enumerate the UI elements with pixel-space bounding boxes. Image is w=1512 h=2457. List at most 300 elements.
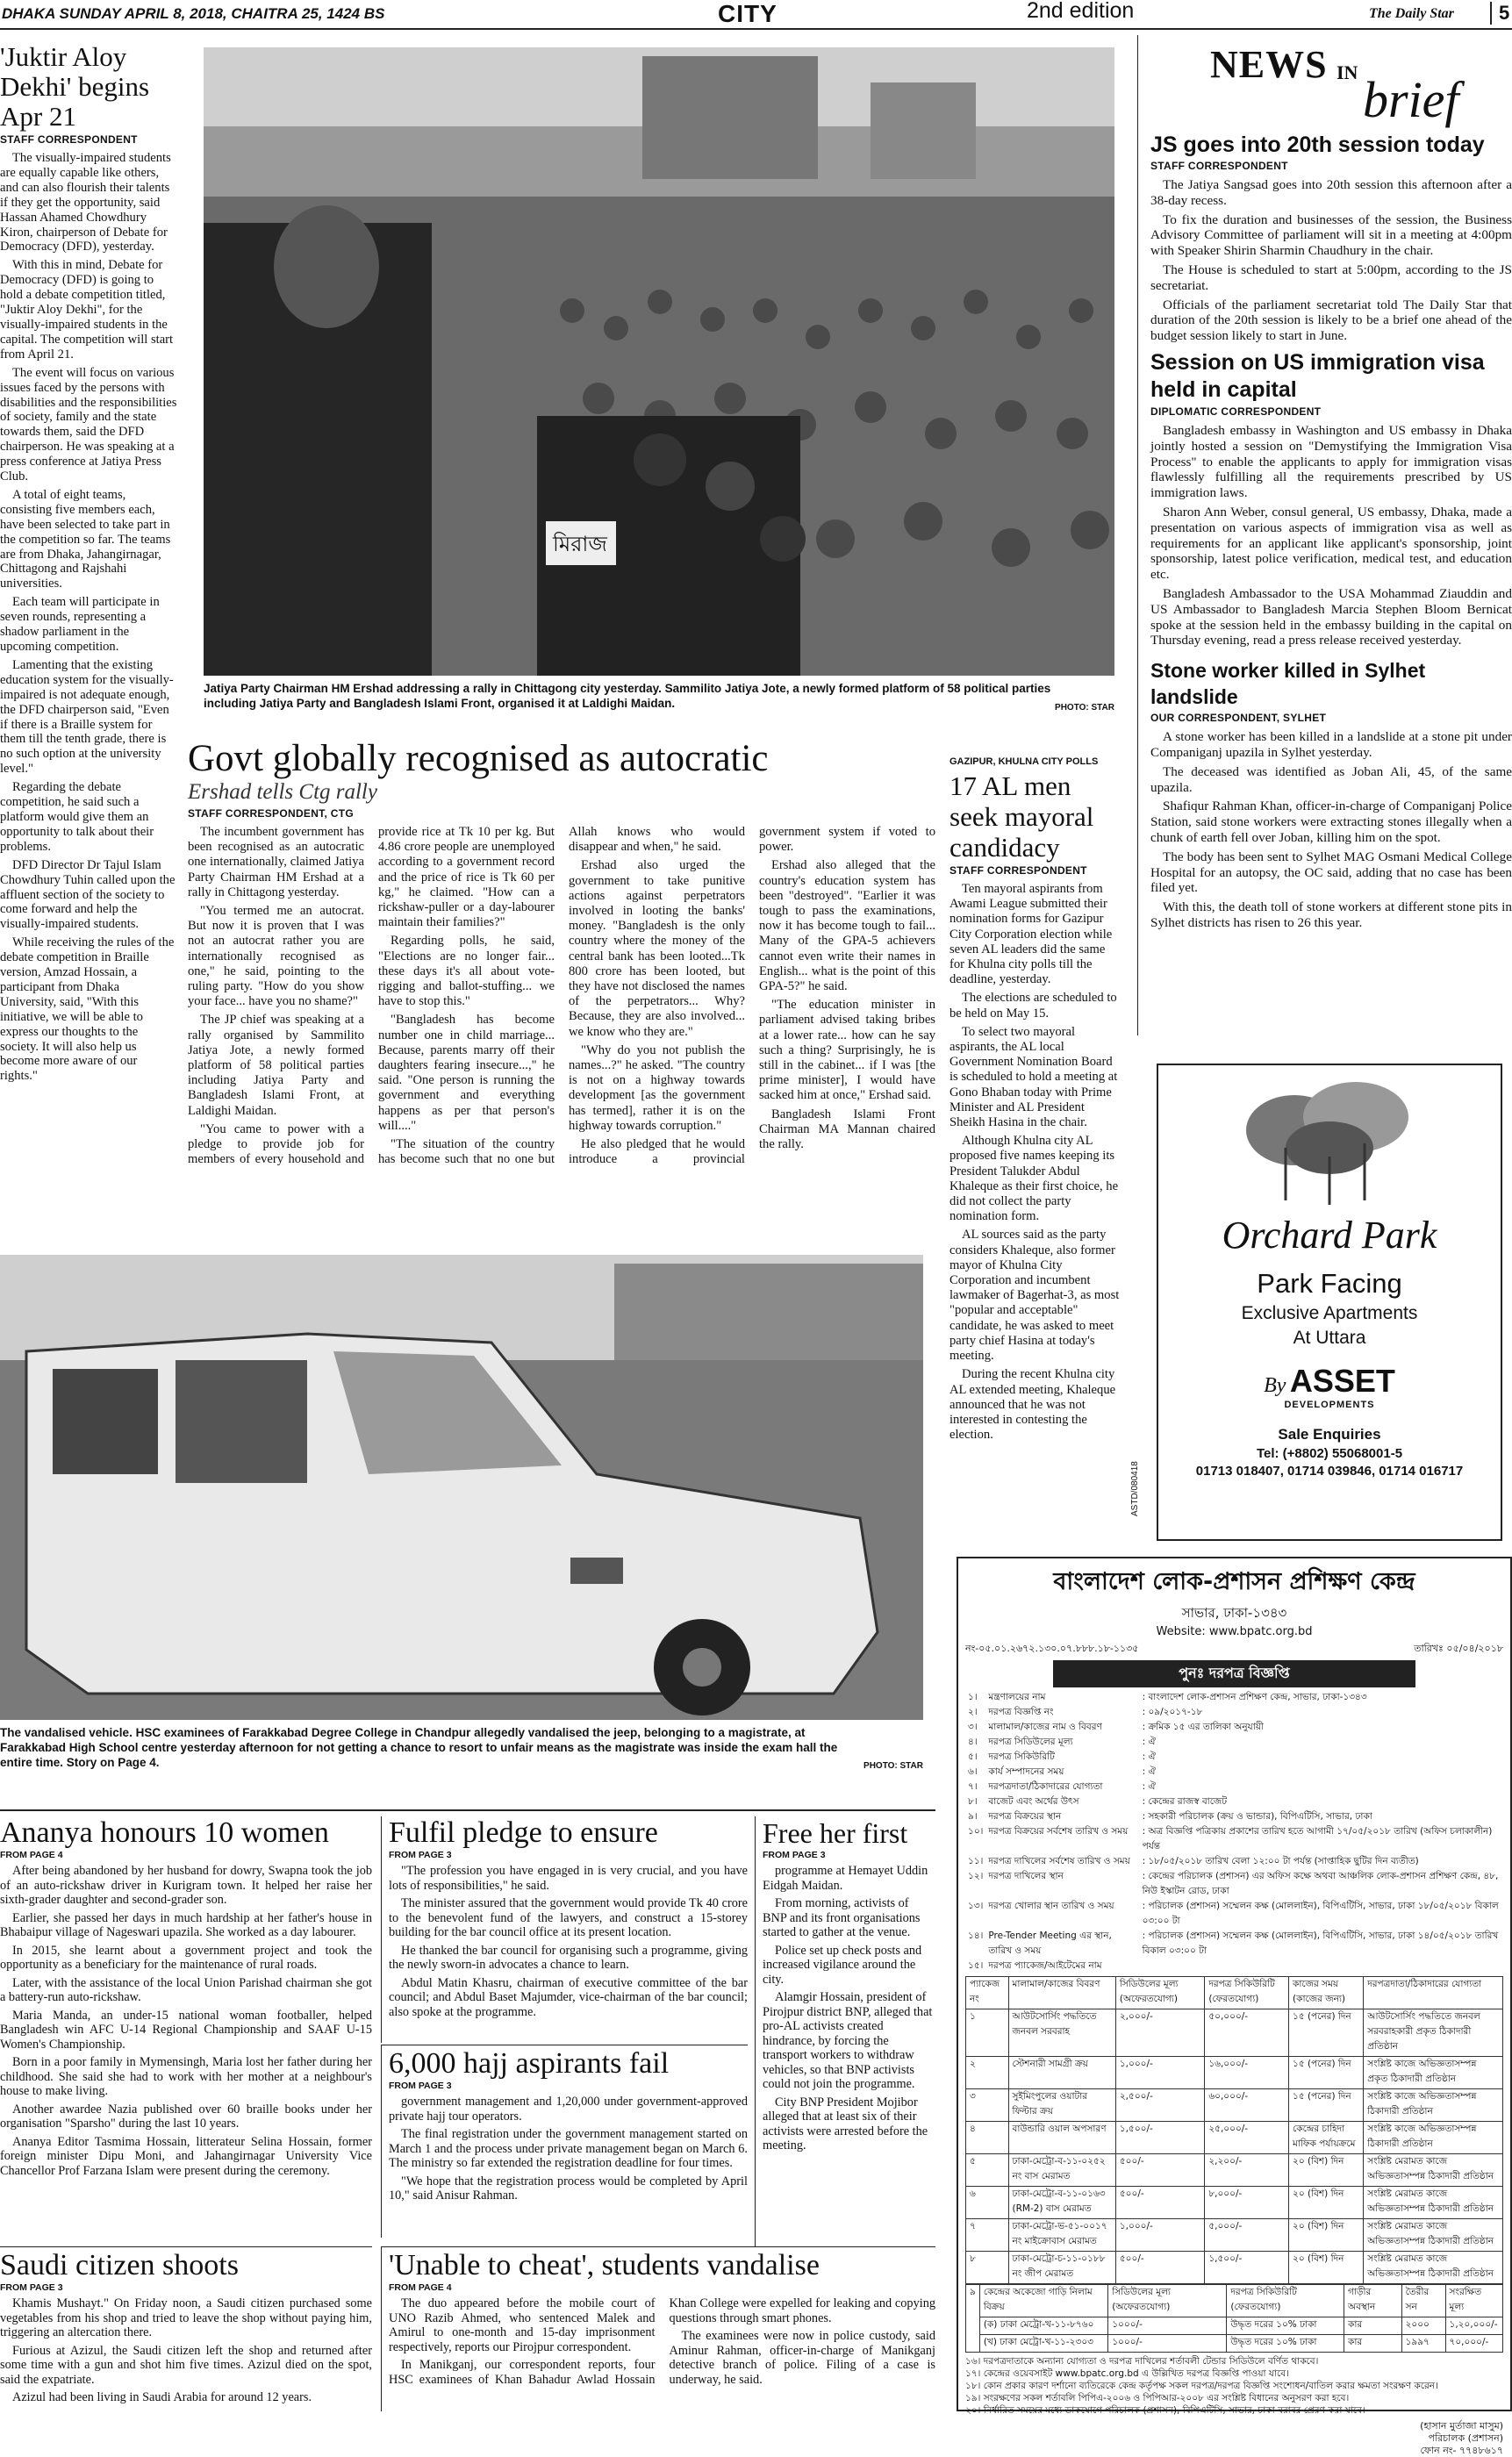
- table-cell: সুইমিংপুলের ওয়াটার ফিল্টার ক্রয়: [1008, 2089, 1115, 2122]
- table-cell: (ক) ঢাকা মেট্রো-খ-১১-৮৭৬০: [979, 2317, 1107, 2335]
- paragraph: To select two mayoral aspirants, the AL local Government Nomination Board is scheduled to hold a meeting at Gono Bhaban today with Prime Minister and AL President Sheikh Hasina in the chair.: [949, 1024, 1118, 1130]
- table-cell: ১৫ (পনের) দিন: [1289, 2009, 1364, 2057]
- table-cell: দরপত্র বিজ্ঞপ্তি নং: [988, 1707, 1054, 1717]
- table-cell: কেন্দ্রের চাহিদা মাফিক পর্যায়ক্রমে: [1289, 2122, 1364, 2154]
- table-cell: ৫: [966, 2154, 1009, 2187]
- paragraph: The visually-impaired students are equally capable like others, and can also flourish their talents if they get the opportunity, said Hassan Ahamed Chowdhury Kiron, chairperson of Debate for Democracy (DFD), yesterday.: [0, 151, 171, 254]
- paragraph: Lamenting that the existing education system for the visually-impaired is not adequate enough, the DFD chairperson said, "Even if there is a Braille system for them till the tenth grade, there is no such option at the university level.": [0, 657, 174, 777]
- table-cell: ৫০,০০০/-: [1205, 2009, 1289, 2057]
- signatory-name: (হাসান মুর্তাজা মাসুম): [1420, 2420, 1503, 2432]
- table-cell: : ঐ: [1142, 1766, 1156, 1777]
- tender-note: ১৯। সংরক্ষণের সকল শর্তাবলি পিপিএ-২০০৬ ও পিপিআর-২০০৮ এর সংশ্লিষ্ট বিধানের অনুসরণ করা হবে।: [965, 2393, 1350, 2403]
- hajj-headline: 6,000 hajj aspirants fail: [389, 2047, 670, 2080]
- paragraph: The event will focus on various issues faced by the persons with disabilities and the responsibilities of society, family and the state towards them, said the DFD chairperson. He was speaking at a press conference at Jatiya Press Club.: [0, 365, 177, 484]
- table-cell: সংশ্লিষ্ট মেরামত কাজে অভিজ্ঞতাসম্পন্ন ঠিকাদারী প্রতিষ্ঠান: [1364, 2252, 1503, 2284]
- paragraph: "You termed me an autocrat. But now it is proven that I was not an autocrat rather you are internationally recognised as one," he said, pointing to the ruling party. "How do you show your face... have you no shame?": [188, 904, 364, 1009]
- paragraph: "Why do you not publish the names...?" he asked. "The country is not on a highway towards development [as the government has termed], rather it is on the highway towards corruption.": [569, 1042, 745, 1133]
- table-cell: ২০০০: [1401, 2317, 1445, 2335]
- mic-sign-text: মিরাজ: [553, 532, 607, 556]
- paragraph: Bangladesh Islami Front Chairman MA Mannan chaired the rally.: [759, 1107, 935, 1152]
- table-cell: ১৫ (পনের) দিন: [1289, 2089, 1364, 2122]
- table-cell: [1140, 1959, 1503, 1974]
- paragraph: He also pledged that he would introduce a provincial government system if voted to power.: [569, 825, 935, 1167]
- tender-notes: [965, 2355, 1503, 2417]
- juktir-headline: 'Juktir Aloy Dekhi' begins Apr 21: [0, 41, 150, 132]
- ad-tel: Tel: (+8802) 55068001-5: [1256, 1446, 1403, 1461]
- table-cell: দরপত্র প্যাকেজ/আইটেমের নাম: [988, 1960, 1102, 1971]
- table-cell: : কেন্দ্রের পরিচালক (প্রশাসন) এর অফিস কক্ষে অথবা আঞ্চলিক লোক-প্রশাসন প্রশিক্ষণ কেন্দ্র, ৪৮, নিউ ইস্কাটন রোড, ঢাকা: [1142, 1871, 1499, 1896]
- cheat-body: [389, 2296, 935, 2410]
- paragraph: "The profession you have engaged in is very crucial, and you have lots of responsibilities," he said.: [389, 1864, 748, 1893]
- table-cell: ২।: [968, 1707, 978, 1717]
- table-row: [966, 2187, 1503, 2219]
- table-cell: ৭০,০০০/-: [1445, 2335, 1502, 2353]
- paragraph: Bangladesh Ambassador to the USA Mohammad Ziauddin and US Ambassador to Bangladesh Marcia Stephen Bloom Bernicat spoke at the session held in the embassy building in the capital on Thursday evening, read a press release received yesterday.: [1150, 585, 1512, 648]
- paragraph: Later, with the assistance of the local Union Parishad chairman she got a battery-run auto-rickshaw.: [0, 1975, 372, 2004]
- column-header: দরপত্রদাতা/ঠিকাদারের যোগ্যতা: [1364, 1977, 1503, 2009]
- ananya-body: [0, 1864, 372, 2178]
- table-header-row: [966, 1977, 1503, 2009]
- table-row: [966, 2335, 1503, 2353]
- table-cell: ৬।: [968, 1766, 978, 1777]
- table-row: [965, 1766, 1503, 1780]
- ad-line2: Exclusive Apartments: [1241, 1303, 1418, 1323]
- table-cell: সংশ্লিষ্ট মেরামত কাজে অভিজ্ঞতাসম্পন্ন ঠিকাদারী প্রতিষ্ঠান: [1364, 2187, 1503, 2219]
- rally-photo-illustration: [204, 47, 1114, 676]
- fulfil-from: FROM PAGE 3: [389, 1850, 452, 1860]
- fulfil-body: [389, 1864, 748, 2019]
- paragraph: Each team will participate in seven rounds, representing a shadow parliament in the upcoming competition.: [0, 595, 160, 654]
- brief-byline: STAFF CORRESPONDENT: [1150, 160, 1288, 172]
- table-row: [965, 1721, 1503, 1736]
- table-cell: উদ্ধৃত দরের ১০% ঢাকা: [1227, 2317, 1344, 2335]
- ananya-article: [0, 1816, 372, 2246]
- table-cell: দরপত্র দাখিলের সর্বশেষ তারিখ ও সময়: [988, 1856, 1130, 1866]
- hajj-body: [389, 2095, 748, 2203]
- table-cell: ১৪।: [968, 1930, 984, 1941]
- table-cell: উদ্ধৃত দরের ১০% ঢাকা: [1227, 2335, 1344, 2353]
- table-row: [966, 2122, 1503, 2154]
- table-cell: ২০ (বিশ) দিন: [1289, 2154, 1364, 2187]
- table-cell: দরপত্র খোলার স্থান তারিখ ও সময়: [988, 1901, 1114, 1911]
- ad-enquiry: Sale Enquiries: [1278, 1426, 1381, 1443]
- ananya-headline: Ananya honours 10 women: [0, 1816, 329, 1849]
- dateline: DHAKA SUNDAY APRIL 8, 2018, CHAITRA 25, 1424 BS: [2, 5, 385, 22]
- ershad-body: [188, 825, 935, 1236]
- paragraph: Abdul Matin Khasru, chairman of executive committee of the bar council; and Abdul Baset Majumder, vice-chairman of the bar council; also spoke at the programme.: [389, 1975, 748, 2019]
- paragraph: Earlier, she passed her days in much hardship at her father's house in Bhabaipur village of Nageswari upazila. She worked as a day labourer.: [0, 1910, 372, 1939]
- table-cell: ৮: [966, 2252, 1009, 2284]
- table-cell: ৭: [966, 2219, 1009, 2252]
- table-row: [966, 2252, 1503, 2284]
- paragraph: "The situation of the country has become such that no one but Allah knows who would disappear and when," he said.: [378, 825, 745, 1167]
- table-row: [965, 1706, 1503, 1721]
- table-cell: কার্য সম্পাদনের সময়: [988, 1766, 1064, 1777]
- paragraph: With this, the death toll of stone workers at different stone pits in Sylhet districts has risen to 26 this year.: [1150, 899, 1512, 930]
- page-number: 5: [1490, 2, 1509, 25]
- column-header: প্যাকেজ নং: [966, 1977, 1009, 2009]
- paragraph: The minister assured that the government would provide Tk 40 crore to the benevolent fund of the lawyers, and construct a 15-storey building for the bar council office at its present location.: [389, 1896, 748, 1939]
- table-cell: ১৫ (পনের) দিন: [1289, 2057, 1364, 2089]
- table-row: [965, 1959, 1503, 1974]
- table-cell: ২,০০০/-: [1115, 2009, 1204, 2057]
- table-cell: : পরিচালক (প্রশাসন) সম্মেলন কক্ষ (মোললাইন), বিপিএটিসি, সাভার, ঢাকা ১৪/০৫/২০১৮ তারিখ বিকাল ০৩:০০ টা: [1142, 1930, 1499, 1956]
- juktir-article: [0, 42, 177, 1234]
- table-cell: দরপত্রদাতা/ঠিকাদারের যোগ্যতা: [988, 1781, 1103, 1792]
- table-cell: : কেন্দ্রের রাজস্ব বাজেট: [1142, 1796, 1228, 1807]
- tender-auction-table: [965, 2284, 1503, 2353]
- table-row: [965, 1825, 1503, 1855]
- table-row: [966, 2154, 1503, 2187]
- tender-note: ২০। নির্ধারিত সময়ের মধ্যে ডাকযোগে পরিচালক (প্রশাসন), বিপিএটিসি, সাভার, ঢাকা বরাবর প্রেরণ করা যাবে।: [965, 2405, 1365, 2416]
- table-cell: ২: [966, 2057, 1009, 2089]
- edition-label: 2nd edition: [1027, 0, 1135, 23]
- table-cell: বাজেট এবং অর্থের উৎস: [988, 1796, 1079, 1807]
- paragraph: While receiving the rules of the debate competition in Braille version, Amzad Hossain, a participant from Dhaka University, said, "With this initiative, we will be able to express our thoughts to the society. It will also help us become more aware of our rights.": [0, 935, 175, 1084]
- table-cell: (খ) ঢাকা মেট্রো-খ-১১-২৩০৩: [979, 2335, 1107, 2353]
- paragraph: The Jatiya Sangsad goes into 20th session this afternoon after a 38-day recess.: [1150, 177, 1512, 208]
- table-cell: : ০৯/২০১৭-১৮: [1142, 1707, 1203, 1717]
- table-cell: : ঐ: [1142, 1781, 1156, 1792]
- tender-note: ১৬। দরপত্রদাতাকে অন্যান্য যোগ্যতা ও দরপত্র দাখিলের শর্তাবলী টেন্ডার সিডিউলে বর্ণিত থাকবে।: [965, 2356, 1319, 2367]
- paragraph: DFD Director Dr Tajul Islam Chowdhury Tuhin called upon the affluent section of the society to come forward and help the visually-impaired students.: [0, 857, 176, 932]
- ad-developer-name: ASSET: [1289, 1363, 1395, 1399]
- paragraph: Bangladesh embassy in Washington and US embassy in Dhaka jointly hosted a session on "Demystifying the Immigration Visa Process" to enable the applicants to apply for immigration visas flawlessly fulfilling all the requirements prescribed by US immigration laws.: [1150, 422, 1512, 501]
- ershad-subhead: Ershad tells Ctg rally: [188, 780, 377, 804]
- paragraph: The deceased was identified as Joban Ali, 45, of the same upazila.: [1150, 763, 1512, 795]
- table-row: [965, 1855, 1503, 1870]
- table-row: [965, 1795, 1503, 1810]
- paragraph: programme at Hemayet Uddin Eidgah Maidan.: [763, 1864, 928, 1893]
- paragraph: Sharon Ann Weber, consul general, US embassy, Dhaka, made a presentation on various aspects of immigration visa as well as requirements for an applicant like applicant's sponsorship, joint sponsorship, latest police verification, medical test, and education etc.: [1150, 504, 1512, 583]
- hajj-article: [381, 2045, 748, 2238]
- paragraph: During the recent Khulna city AL extended meeting, Khaleque announced that he was not interested in contesting the election.: [949, 1367, 1116, 1443]
- orchard-park-ad: [1157, 1064, 1502, 1541]
- paragraph: AL sources said as the party considers Khaleque, also former mayor of Khulna City Corporation and incumbent lawmaker of Bagerhat-3, as most "popular and acceptable" candidate, he was asked to meet party chief Hasina at today's meeting.: [949, 1228, 1120, 1364]
- table-cell: ১১।: [968, 1856, 984, 1866]
- ershad-photo-caption: [204, 681, 1114, 716]
- table-cell: ৩: [966, 2089, 1009, 2122]
- ershad-headline: Govt globally recognised as autocratic: [188, 738, 769, 779]
- table-cell: ৩।: [968, 1722, 978, 1732]
- table-cell: বাউন্ডারি ওয়াল অপসারণ: [1008, 2122, 1115, 2154]
- brief-item: [1150, 132, 1512, 344]
- news-in-brief: [1137, 35, 1512, 1035]
- brief-headline: JS goes into 20th session today: [1150, 133, 1485, 157]
- table-cell: ২০ (বিশ) দিন: [1289, 2187, 1364, 2219]
- mayoral-byline: STAFF CORRESPONDENT: [949, 864, 1087, 877]
- mayoral-body: [949, 882, 1121, 1443]
- paragraph: "You came to power with a pledge to provide job for members of every household and provide rice at Tk 10 per kg. But 4.86 crore people are unemployed according to a government record and the price of rice is Tk 60 per kg," he claimed. "How can a rickshaw-puller or a day-labourer maintain their families?": [188, 825, 555, 1167]
- table-cell: গাড়ীর অবস্থান: [1344, 2285, 1402, 2317]
- column-header: সিডিউলের মূল্য (অফেরতযোগ্য): [1115, 1977, 1204, 2009]
- paragraph: Another awardee Nazia published over 60 braille books under her organisation "Sparsho" during the last 10 years.: [0, 2102, 372, 2131]
- cheat-headline: 'Unable to cheat', students vandalise: [389, 2249, 820, 2282]
- brief-byline: DIPLOMATIC CORRESPONDENT: [1150, 405, 1322, 418]
- table-cell: : বাংলাদেশ লোক-প্রশাসন প্রশিক্ষণ কেন্দ্র, সাভার, ঢাকা-১৩৪৩: [1142, 1692, 1367, 1702]
- table-cell: দরপত্র বিক্রয়ের সর্বশেষ তারিখ ও সময়: [988, 1826, 1129, 1837]
- tender-date: তারিখঃ ০৫/০৪/২০১৮: [1414, 1643, 1503, 1654]
- table-cell: ১,৫০০/-: [1115, 2122, 1204, 2154]
- jeep-photo-caption: [0, 1725, 923, 1788]
- table-cell: মন্ত্রণালয়ের নাম: [988, 1692, 1046, 1702]
- paragraph: Officials of the parliament secretariat told The Daily Star that duration of the 20th session is likely to be a brief one ahead of the budget session likely to start in June.: [1150, 297, 1512, 344]
- table-row: [965, 1751, 1503, 1766]
- table-cell: দরপত্র সিকিউরিটি: [988, 1751, 1055, 1762]
- paragraph: The JP chief was speaking at a rally organised by Sammilito Jatiya Jote, a newly formed platform of 58 political parties including Jatiya Party and Bangladesh Islami Front, at Laldighi Maidan.: [188, 1013, 364, 1118]
- fulfil-article: [381, 1816, 748, 2043]
- brief-title-brief: brief: [1363, 71, 1459, 128]
- saudi-body: [0, 2296, 372, 2405]
- ad-mobiles: 01713 018407, 01714 039846, 01714 016717: [1195, 1464, 1464, 1479]
- column-header: কাজের সময় (কাজের জন্য): [1289, 1977, 1364, 2009]
- table-cell: : অত্র বিজ্ঞপ্তি পত্রিকায় প্রকাশের তারিখ হতে আগামী ১৭/০৫/২০১৮ তারিখ (অফিস চলাকালীন) পর্যন্ত: [1142, 1826, 1493, 1852]
- table-cell: দরপত্র দাখিলের স্থান: [988, 1871, 1064, 1881]
- table-cell: দরপত্র বিক্রয়ের স্থান: [988, 1811, 1062, 1822]
- table-cell: ঢাকা-মেট্রো-চ-১১-০১৮৮ নং জীপ মেরামত: [1008, 2252, 1115, 2284]
- table-cell: ২৫,০০০/-: [1205, 2122, 1289, 2154]
- ad-developer: [1158, 1363, 1501, 1410]
- table-cell: : সহকারী পরিচালক (ক্রয় ও ভান্ডার), বিপিএটিসি, সাভার, ঢাকা: [1142, 1811, 1372, 1822]
- table-cell: ১০০০/-: [1108, 2317, 1227, 2335]
- table-cell: কেন্দ্রের অকেজো গাড়ি নিলাম বিক্রয়: [979, 2285, 1107, 2317]
- table-cell: ৫০০/-: [1115, 2187, 1204, 2219]
- paragraph: Born in a poor family in Mymensingh, Maria lost her father during her childhood. She said she had to work with her mother at a neighbour's house to make living.: [0, 2055, 372, 2098]
- table-cell: ২০ (বিশ) দিন: [1289, 2252, 1364, 2284]
- paragraph: The body has been sent to Sylhet MAG Osmani Medical College Hospital for an autopsy, the OC said, adding that no case has been filed yet.: [1150, 849, 1512, 896]
- paragraph: Regarding the debate competition, he said such a platform would give them an opportunity to talk about their problems.: [0, 780, 154, 854]
- table-cell: ঢাকা-মেট্রো-ব-১১-০২৫২ নং বাস মেরামত: [1008, 2154, 1115, 2187]
- saudi-article: [0, 2246, 372, 2411]
- paragraph: Although Khulna city AL proposed five names keeping its President Talukder Abdul Khaleque as their first choice, he did not collect the party nomination form.: [949, 1134, 1119, 1224]
- paragraph: City BNP President Mojibor alleged that at least six of their activists were arrested before the meeting.: [763, 2095, 928, 2153]
- table-row: [966, 2009, 1503, 2057]
- jeep-illustration: [0, 1255, 923, 1720]
- news-brief-title: [1150, 35, 1512, 132]
- table-cell: ৪: [966, 2122, 1009, 2154]
- paragraph: From morning, activists of BNP and its front organisations started to gather at the venue.: [763, 1896, 921, 1939]
- brief-body: [1150, 423, 1512, 648]
- table-cell: সংরক্ষিত মূল্য: [1445, 2285, 1502, 2317]
- brief-body: [1150, 729, 1512, 931]
- tender-memo: নং-০৫.০১.২৬৭২.১৩০.০৭.৮৮৮.১৮-১১৩৫: [965, 1643, 1139, 1654]
- paragraph: government management and 1,20,000 under government-approved private hajj tour operators.: [389, 2095, 748, 2124]
- paragraph: The duo appeared before the mobile court of UNO Razib Ahmed, who sentenced Malek and Amirul to one-month and 15-day imprisonment respectively, reports our Pirojpur correspondent.: [389, 2296, 656, 2354]
- ananya-from: FROM PAGE 4: [0, 1850, 63, 1860]
- table-cell: ১,০০০/-: [1115, 2057, 1204, 2089]
- table-row: [966, 2219, 1503, 2252]
- table-cell: স্টেশনারী সামগ্রী ক্রয়: [1008, 2057, 1115, 2089]
- ershad-byline: STAFF CORRESPONDENT, CTG: [188, 807, 354, 820]
- brief-headline: Session on US immigration visa held in capital: [1150, 349, 1485, 402]
- paragraph: With this in mind, Debate for Democracy (DFD) is going to hold a debate competition titled, "Juktir Aloy Dekhi", for the visually-impaired students in the capital. The competition will start from April 21.: [0, 258, 174, 362]
- paragraph: The examinees were now in police custody, said Aminur Rahman, officer-in-charge of Manikganj detective branch of police. Filing of a case is underway, he said.: [669, 2329, 935, 2387]
- tender-items-table: [965, 1976, 1503, 2284]
- paragraph: Ershad also urged the government to take punitive actions against perpetrators involved in looting the banks' money. "Bangladesh is the only country where the money of the central bank has been looted...Tk 800 crore has been looted, but they have not disclosed the names of the perpetrators... Why? Because, they are also involved... we know who they are.": [569, 858, 745, 1039]
- table-cell: ঢাকা-মেট্রো-ব-১১-০১৬৩ (RM-2) বাস মেরামত: [1008, 2187, 1115, 2219]
- paper-name: The Daily Star: [1369, 6, 1454, 21]
- table-cell: ৭।: [968, 1781, 978, 1792]
- brief-title-in: IN: [1336, 61, 1358, 83]
- paragraph: Furious at Azizul, the Saudi citizen left the shop and returned after some time with a gun and shot him five times. Azizul died on the spot, said the expatriate.: [0, 2343, 372, 2387]
- brief-body: [1150, 177, 1512, 344]
- table-row: [966, 2317, 1503, 2335]
- free-article: [755, 1816, 935, 2246]
- table-cell: ঢাকা-মেট্রো-ভ-৫১-০০১৭ নং মাইক্রোবাস মেরামত: [1008, 2219, 1115, 2252]
- paragraph: Regarding polls, he said, "Elections are no longer fair... these days it's all about vote-rigging and ballot-stuffing... we have to stop this.": [378, 934, 555, 1009]
- table-cell: ১,০০০/-: [1115, 2219, 1204, 2252]
- tender-org: বাংলাদেশ লোক-প্রশাসন প্রশিক্ষণ কেন্দ্র: [1053, 1568, 1415, 1595]
- tender-note: ১৭। কেন্দ্রের ওয়েবসাইট www.bpatc.org.bd এ উল্লিখিত দরপত্র বিজ্ঞপ্তি পাওয়া যাবে।: [965, 2368, 1289, 2379]
- paragraph: Ten mayoral aspirants from Awami League submitted their nomination forms for Gazipur City Corporation election while seven AL leaders did the same for Khulna city polls till the deadline, yesterday.: [949, 882, 1113, 987]
- table-cell: ৮।: [968, 1796, 978, 1807]
- cheat-article: [381, 2246, 935, 2411]
- signatory-title: পরিচালক (প্রশাসন): [1428, 2432, 1503, 2444]
- free-headline: Free her first: [763, 1817, 908, 1849]
- brief-title-news: NEWS: [1210, 43, 1328, 86]
- tender-notice: [957, 1557, 1512, 2456]
- paragraph: "The education minister in parliament advised taking bribes at a lower rate... how can he say such a thing? Surprisingly, he is still in the cabinet... if I was [the prime minister], I would have sacked him at once," Ershad said.: [759, 998, 935, 1103]
- table-cell: তৈরীর সন: [1401, 2285, 1445, 2317]
- tender-memo-row: [965, 1641, 1503, 1658]
- table-cell: : ক্রমিক ১৫ এর তালিকা অনুযায়ী: [1142, 1722, 1264, 1732]
- tender-website: Website: www.bpatc.org.bd: [1156, 1625, 1313, 1638]
- paragraph: "We hope that the registration process would be completed by April 10," said Anisur Rahman.: [389, 2174, 748, 2203]
- table-cell: ১৫।: [968, 1960, 984, 1971]
- ad-code: ASTD/080418: [1130, 1461, 1140, 1516]
- table-cell: দরপত্র সিকিউরিটি (ফেরতযোগ্য): [1227, 2285, 1344, 2317]
- table-cell: ১০।: [968, 1826, 984, 1837]
- brief-headline: Stone worker killed in Sylhet landslide: [1150, 659, 1426, 709]
- paragraph: The final registration under the government management started on March 1 and the process under private management began on March 6. The ministry so far extended the registration deadline for four times.: [389, 2127, 748, 2170]
- mayoral-headline: 17 AL men seek mayoral candidacy: [949, 770, 1094, 863]
- table-cell: সংশ্লিষ্ট মেরামত কাজে অভিজ্ঞতাসম্পন্ন ঠিকাদারী প্রতিষ্ঠান: [1364, 2154, 1503, 2187]
- table-row: [966, 2057, 1503, 2089]
- table-cell: ৬০,০০০/-: [1205, 2089, 1289, 2122]
- table-cell: ৫,০০০/-: [1205, 2219, 1289, 2252]
- table-cell: ৪।: [968, 1737, 978, 1747]
- table-cell: আউটসোর্সিং পদ্ধতিতে জনবল সরবরাহকারী প্রকৃত ঠিকাদারী প্রতিষ্ঠান: [1364, 2009, 1503, 2057]
- tender-signature: [965, 2420, 1503, 2457]
- paragraph: Police set up check posts and increased vigilance around the city.: [763, 1943, 922, 1987]
- table-cell: সংশ্লিষ্ট কাজে অভিজ্ঞতাসম্পন্ন ঠিকাদারী প্রতিষ্ঠান: [1364, 2122, 1503, 2154]
- paragraph: The House is scheduled to start at 5:00pm, according to the JS secretariat.: [1150, 261, 1512, 293]
- ad-brand: Orchard Park: [1222, 1214, 1437, 1257]
- table-cell: কার: [1344, 2335, 1402, 2353]
- tender-place: সাভার, ঢাকা-১৩৪৩: [1181, 1605, 1287, 1621]
- ad-line1: Park Facing: [1257, 1268, 1402, 1299]
- table-row: [965, 1780, 1503, 1795]
- table-row: [965, 1691, 1503, 1706]
- table-row: [965, 1810, 1503, 1825]
- table-cell: সংশ্লিষ্ট কাজে অভিজ্ঞতাসম্পন্ন প্রকৃত ঠিকাদারী প্রতিষ্ঠান: [1364, 2057, 1503, 2089]
- table-cell: ১৩।: [968, 1901, 984, 1911]
- table-cell: ২০ (বিশ) দিন: [1289, 2219, 1364, 2252]
- brief-byline: OUR CORRESPONDENT, SYLHET: [1150, 712, 1327, 725]
- table-cell: Pre-Tender Meeting এর স্থান, তারিখ ও সময়: [988, 1930, 1112, 1956]
- paragraph: Khamis Mushayt." On Friday noon, a Saudi citizen purchased some vegetables from his shop and tried to leave the shop without paying him, triggering an altercation there.: [0, 2296, 372, 2339]
- paragraph: In Manikganj, our correspondent reports, four HSC examinees of Khan Bahadur Awlad Hossain Khan College were expelled for leaking and copying questions through smart phones.: [389, 2296, 935, 2387]
- juktir-byline: STAFF CORRESPONDENT: [0, 133, 138, 146]
- vandalised-jeep-photo: [0, 1255, 923, 1720]
- paragraph: Ananya Editor Tasmima Hossain, litterateur Selina Hossain, former foreign minister Dipu Moni, and Jahangirnagar University Vice Chancellor Prof Farzana Islam were present during the ceremony.: [0, 2134, 372, 2178]
- table-cell: ১,২০,০০০/-: [1445, 2317, 1502, 2335]
- paragraph: He thanked the bar council for organising such a programme, giving the newly sworn-in advocates a chance to learn.: [389, 1943, 748, 1972]
- table-cell: কার: [1344, 2317, 1402, 2335]
- saudi-from: FROM PAGE 3: [0, 2282, 63, 2293]
- paragraph: A total of eight teams, consisting five members each, have been selected to take part in the competition so far. The teams are from Dhaka, Jahangirnagar, Chittagong and Rajshahi universities.: [0, 487, 171, 591]
- table-cell: ৫।: [968, 1751, 978, 1762]
- paragraph: To fix the duration and businesses of the session, the Business Advisory Committee of parliament will sit in a meeting at 4:00pm with Speaker Shirin Sharmin Chaudhury in the chair.: [1150, 211, 1512, 259]
- table-cell: ৫০০/-: [1115, 2252, 1204, 2284]
- paragraph: Shafiqur Rahman Khan, officer-in-charge of Companiganj Police Station, said stone workers were extracting stones illegally when a chunk of earth fell over Joban, killing him on the spot.: [1150, 799, 1512, 845]
- mayoral-article: [949, 756, 1121, 1534]
- paragraph: "Bangladesh has become number one in child marriage... Because, parents marry off their daughters fearing insecure...," he said. "One person is running the government and everything happens as per that person's will....": [378, 1013, 555, 1133]
- credit: PHOTO: STAR: [1055, 703, 1114, 713]
- paragraph: A stone worker has been killed in a landslide at a stone pit under Companiganj upazila in Sylhet yesterday.: [1150, 729, 1512, 760]
- table-row: [966, 2285, 1503, 2317]
- paragraph: Azizul had been living in Saudi Arabia for around 12 years.: [12, 2390, 312, 2404]
- juktir-body: [0, 151, 177, 1084]
- table-cell: : ঐ: [1142, 1751, 1156, 1762]
- brief-item: [1150, 657, 1512, 931]
- table-cell: ১৯৯৭: [1401, 2335, 1445, 2353]
- table-row: [965, 1900, 1503, 1930]
- table-cell: দরপত্র সিডিউলের মূল্য: [988, 1737, 1073, 1747]
- ad-by: By: [1264, 1374, 1286, 1397]
- table-cell: সিডিউলের মূল্য (অফেরতযোগ্য): [1108, 2285, 1227, 2317]
- ad-line3: At Uttara: [1293, 1328, 1366, 1348]
- table-cell: ৯: [966, 2285, 980, 2353]
- paragraph: Maria Manda, an under-15 national woman footballer, helped Bangladesh win AFC U-14 Regional Championship and SAAF U-15 Women's Championship.: [0, 2008, 372, 2052]
- hajj-from: FROM PAGE 3: [389, 2081, 452, 2091]
- tender-info-table: [965, 1691, 1503, 1974]
- tender-note: ১৮। কোন প্রকার কারণ দর্শানো ব্যতিরেকে কেন্দ্র কর্তৃপক্ষ সকল দরপত্র/দরপত্র বিজ্ঞপ্তি সংশোধন/বাতিল করার ক্ষমতা সংরক্ষণ করেন।: [965, 2381, 1438, 2391]
- cheat-from: FROM PAGE 4: [389, 2282, 452, 2293]
- ershad-rally-photo: [204, 47, 1114, 676]
- paragraph: The incumbent government has been recognised as an autocratic one internationally, claimed Jatiya Party Chairman HM Ershad at a rally in Chittagong yesterday.: [188, 825, 364, 899]
- tree-logo-icon: [1233, 1078, 1426, 1209]
- table-cell: ৯।: [968, 1811, 978, 1822]
- paragraph: Alamgir Hossain, president of Pirojpur district BNP, alleged that pro-AL activists created hindrance, by forcing the transport workers to withdraw vehicles, so that BNP activists could not join the programme.: [763, 1990, 933, 2091]
- table-row: [966, 2089, 1503, 2122]
- paragraph: The elections are scheduled to be held on May 15.: [949, 991, 1117, 1021]
- table-row: [965, 1736, 1503, 1751]
- table-cell: : পরিচালক (প্রশাসন) সম্মেলন কক্ষ (মোললাইন), বিপিএটিসি, সাভার, ঢাকা ১৮/০৫/২০১৮ বিকাল ০৩:০০ টা: [1142, 1901, 1499, 1926]
- column-header: দরপত্র সিকিউরিটি (ফেরতযোগ্য): [1205, 1977, 1289, 2009]
- table-cell: ২,৫০০/-: [1115, 2089, 1204, 2122]
- free-body: [763, 1864, 935, 2153]
- caption-text: Jatiya Party Chairman HM Ershad addressing a rally in Chittagong city yesterday. Sammilito Jatiya Jote, a newly formed platform of 58 political parties including Jatiya Party and Bangladesh Islami Front, organised it at Laldighi Maidan.: [204, 682, 1051, 710]
- masthead: [0, 0, 1512, 30]
- paragraph: Ershad also alleged that the country's education system has been "destroyed". "Earlier it was tough to pass the examinations, now it has become tough to fail... Many of the GPA-5 achievers cannot even write their names in English... what is the point of this GPA-5?" he said.: [759, 858, 935, 994]
- table-cell: মালামাল/কাজের নাম ও বিবরণ: [988, 1722, 1102, 1732]
- caption-text: The vandalised vehicle. HSC examinees of Farakkabad Degree College in Chandpur allegedly vandalised the jeep, belonging to a magistrate, at Farakkabad High School centre yesterday afternoon for not getting a chance to resort to unfair means as the magistrate was inside the exam hall the entire time. Story on Page 4.: [0, 1726, 838, 1769]
- paragraph: In 2015, she learnt about a government project and took the opportunity as a beneficiary for the maintenance of rural roads.: [0, 1943, 372, 1972]
- table-cell: ১।: [968, 1692, 978, 1702]
- table-cell: আউটসোর্সিং পদ্ধতিতে জনবল সরবরাহ: [1008, 2009, 1115, 2057]
- saudi-headline: Saudi citizen shoots: [0, 2249, 239, 2282]
- table-cell: সংশ্লিষ্ট মেরামত কাজে অভিজ্ঞতাসম্পন্ন ঠিকাদারী প্রতিষ্ঠান: [1364, 2219, 1503, 2252]
- brief-item: [1150, 349, 1512, 648]
- column-header: মালামাল/কাজের বিবরণ: [1008, 1977, 1115, 2009]
- tender-notice-title: পুনঃ দরপত্র বিজ্ঞপ্তি: [1053, 1660, 1415, 1687]
- table-cell: : ঐ: [1142, 1737, 1156, 1747]
- table-cell: ৫০০/-: [1115, 2154, 1204, 2187]
- signatory-phone: ফোন নং- ৭৭৪৮৬১৭: [1420, 2445, 1503, 2456]
- table-cell: ১৬,০০০/-: [1205, 2057, 1289, 2089]
- fulfil-headline: Fulfil pledge to ensure: [389, 1816, 658, 1849]
